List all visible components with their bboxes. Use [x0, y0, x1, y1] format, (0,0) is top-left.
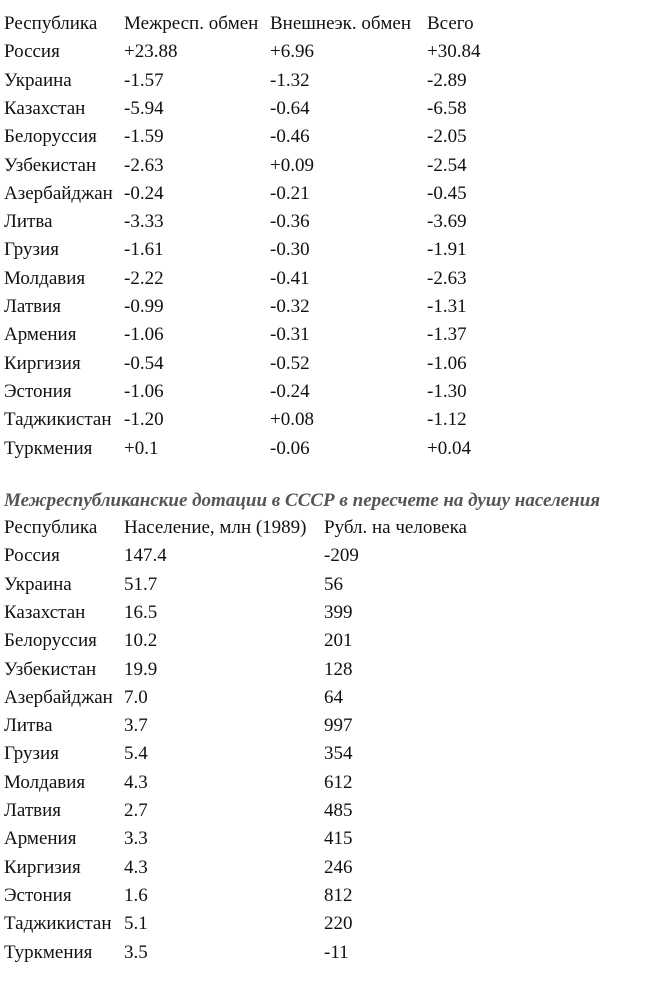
table-cell: -0.06 — [270, 437, 310, 459]
table-cell: +0.08 — [270, 409, 314, 431]
table-cell: Таджикистан — [4, 913, 112, 935]
table-cell: 612 — [324, 771, 353, 793]
table-cell: -1.12 — [427, 409, 467, 431]
table-cell: Молдавия — [4, 771, 86, 793]
table-cell: 128 — [324, 658, 353, 680]
table-cell: Белоруссия — [4, 126, 97, 148]
table-row — [0, 38, 660, 66]
table-row — [0, 378, 660, 406]
table-cell: -2.63 — [124, 154, 164, 176]
table-header-row — [0, 514, 660, 542]
table-cell: 7.0 — [124, 686, 148, 708]
table-row — [0, 208, 660, 236]
table-cell: 4.3 — [124, 856, 148, 878]
table-cell: Армения — [4, 324, 77, 346]
table-cell: +6.96 — [270, 41, 314, 63]
table-cell: -1.37 — [427, 324, 467, 346]
table-row — [0, 627, 660, 655]
table-cell: Молдавия — [4, 267, 86, 289]
table-cell: -2.54 — [427, 154, 467, 176]
table-cell: -0.45 — [427, 182, 467, 204]
table-row — [0, 882, 660, 910]
table-cell: -2.63 — [427, 267, 467, 289]
table-cell: -2.22 — [124, 267, 164, 289]
table-row — [0, 939, 660, 967]
table-cell: Казахстан — [4, 97, 86, 119]
table-caption: Межреспубликанские дотации в СССР в пересчете на душу населения — [4, 490, 601, 511]
table-cell: Россия — [4, 41, 60, 63]
table-cell: -1.20 — [124, 409, 164, 431]
table-cell: 51.7 — [124, 573, 158, 595]
table-cell: 3.3 — [124, 828, 148, 850]
table-cell: -6.58 — [427, 97, 467, 119]
table-row — [0, 712, 660, 740]
table-row — [0, 435, 660, 463]
table-cell: 201 — [324, 630, 353, 652]
table-cell: +23.88 — [124, 41, 178, 63]
table-cell: Узбекистан — [4, 154, 97, 176]
column-header: Внешнеэк. обмен — [270, 13, 411, 34]
table-cell: Украина — [4, 573, 72, 595]
table-cell: Азербайджан — [4, 686, 113, 708]
table-cell: 415 — [324, 828, 353, 850]
table-row — [0, 180, 660, 208]
table-cell: Армения — [4, 828, 77, 850]
table-cell: -0.24 — [124, 182, 164, 204]
table-cell: -2.89 — [427, 69, 467, 91]
table-cell: +0.04 — [427, 437, 471, 459]
table-cell: -1.61 — [124, 239, 164, 261]
table-cell: -11 — [324, 941, 349, 963]
table-cell: -1.59 — [124, 126, 164, 148]
table-cell: Россия — [4, 545, 60, 567]
table-cell: -0.36 — [270, 211, 310, 233]
table-cell: 812 — [324, 884, 353, 906]
table-cell: -1.06 — [124, 324, 164, 346]
table-cell: -0.46 — [270, 126, 310, 148]
table-cell: -0.30 — [270, 239, 310, 261]
table-cell: 16.5 — [124, 601, 158, 623]
table-row — [0, 542, 660, 570]
table-cell: Эстония — [4, 380, 72, 402]
table-cell: 56 — [324, 573, 343, 595]
table-cell: 5.1 — [124, 913, 148, 935]
table-cell: -0.54 — [124, 352, 164, 374]
table-row — [0, 740, 660, 768]
table-row — [0, 293, 660, 321]
table-cell: -0.52 — [270, 352, 310, 374]
table-cell: -0.64 — [270, 97, 310, 119]
table-row — [0, 95, 660, 123]
column-header: Республика — [4, 517, 98, 538]
table-cell: -0.99 — [124, 296, 164, 317]
table-cell: Украина — [4, 69, 72, 91]
table-cell: +30.84 — [427, 41, 481, 63]
column-header: Межресп. обмен — [124, 13, 259, 34]
table-cell: 354 — [324, 743, 353, 765]
table-cell: Латвия — [4, 296, 62, 317]
table-cell: 4.3 — [124, 771, 148, 793]
table-cell: Латвия — [4, 800, 62, 821]
table-cell: -0.41 — [270, 267, 310, 289]
table-row — [0, 571, 660, 599]
table-cell: -1.06 — [124, 380, 164, 402]
table-cell: 399 — [324, 601, 353, 623]
table-cell: -3.33 — [124, 211, 164, 233]
table-cell: Киргизия — [4, 352, 81, 374]
table-row — [0, 825, 660, 853]
table-header-row — [0, 10, 660, 38]
table-row — [0, 656, 660, 684]
table-row — [0, 406, 660, 434]
table-cell: -1.30 — [427, 380, 467, 402]
table-cell: Туркмения — [4, 437, 93, 459]
table-cell: -1.31 — [427, 296, 467, 317]
table-cell: -2.05 — [427, 126, 467, 148]
table-row — [0, 67, 660, 95]
table-cell: Белоруссия — [4, 630, 97, 652]
table-cell: -5.94 — [124, 97, 164, 119]
table-cell: 1.6 — [124, 884, 148, 906]
table-cell: 2.7 — [124, 800, 148, 821]
table-cell: Грузия — [4, 239, 59, 261]
table-cell: -0.31 — [270, 324, 310, 346]
table-row — [0, 854, 660, 882]
table-row — [0, 321, 660, 349]
table-cell: 246 — [324, 856, 353, 878]
table-row — [0, 797, 660, 825]
table-cell: Эстония — [4, 884, 72, 906]
table-cell: -1.06 — [427, 352, 467, 374]
table-cell: -1.32 — [270, 69, 310, 91]
table-cell: 3.5 — [124, 941, 148, 963]
table-row — [0, 123, 660, 151]
table-cell: -0.24 — [270, 380, 310, 402]
table-row — [0, 350, 660, 378]
table-row — [0, 910, 660, 938]
table-cell: -1.91 — [427, 239, 467, 261]
table-cell: 997 — [324, 715, 353, 737]
table-cell: Азербайджан — [4, 182, 113, 204]
table-cell: 485 — [324, 800, 353, 821]
table-cell: +0.09 — [270, 154, 314, 176]
table-row — [0, 684, 660, 712]
table-cell: 19.9 — [124, 658, 158, 680]
table-row — [0, 236, 660, 264]
column-header: Республика — [4, 13, 98, 34]
table-cell: Таджикистан — [4, 409, 112, 431]
table-cell: +0.1 — [124, 437, 159, 459]
table-cell: 5.4 — [124, 743, 148, 765]
table-cell: -0.32 — [270, 296, 310, 317]
table-cell: 10.2 — [124, 630, 158, 652]
table-cell: 3.7 — [124, 715, 148, 737]
table-row — [0, 152, 660, 180]
table-cell: Литва — [4, 715, 53, 737]
table-cell: Киргизия — [4, 856, 81, 878]
table-cell: -3.69 — [427, 211, 467, 233]
column-header: Всего — [427, 13, 474, 34]
table-cell: -209 — [324, 545, 359, 567]
table-cell: Грузия — [4, 743, 59, 765]
table-cell: Казахстан — [4, 601, 86, 623]
column-header: Рубл. на человека — [324, 517, 467, 538]
table-cell: Узбекистан — [4, 658, 97, 680]
table-cell: -1.57 — [124, 69, 164, 91]
table-row — [0, 599, 660, 627]
table-row — [0, 265, 660, 293]
table-row — [0, 769, 660, 797]
table-cell: Туркмения — [4, 941, 93, 963]
column-header: Население, млн (1989) — [124, 517, 307, 538]
table-cell: Литва — [4, 211, 53, 233]
table-cell: 220 — [324, 913, 353, 935]
table-cell: 147.4 — [124, 545, 167, 567]
table-cell: 64 — [324, 686, 343, 708]
table-cell: -0.21 — [270, 182, 310, 204]
